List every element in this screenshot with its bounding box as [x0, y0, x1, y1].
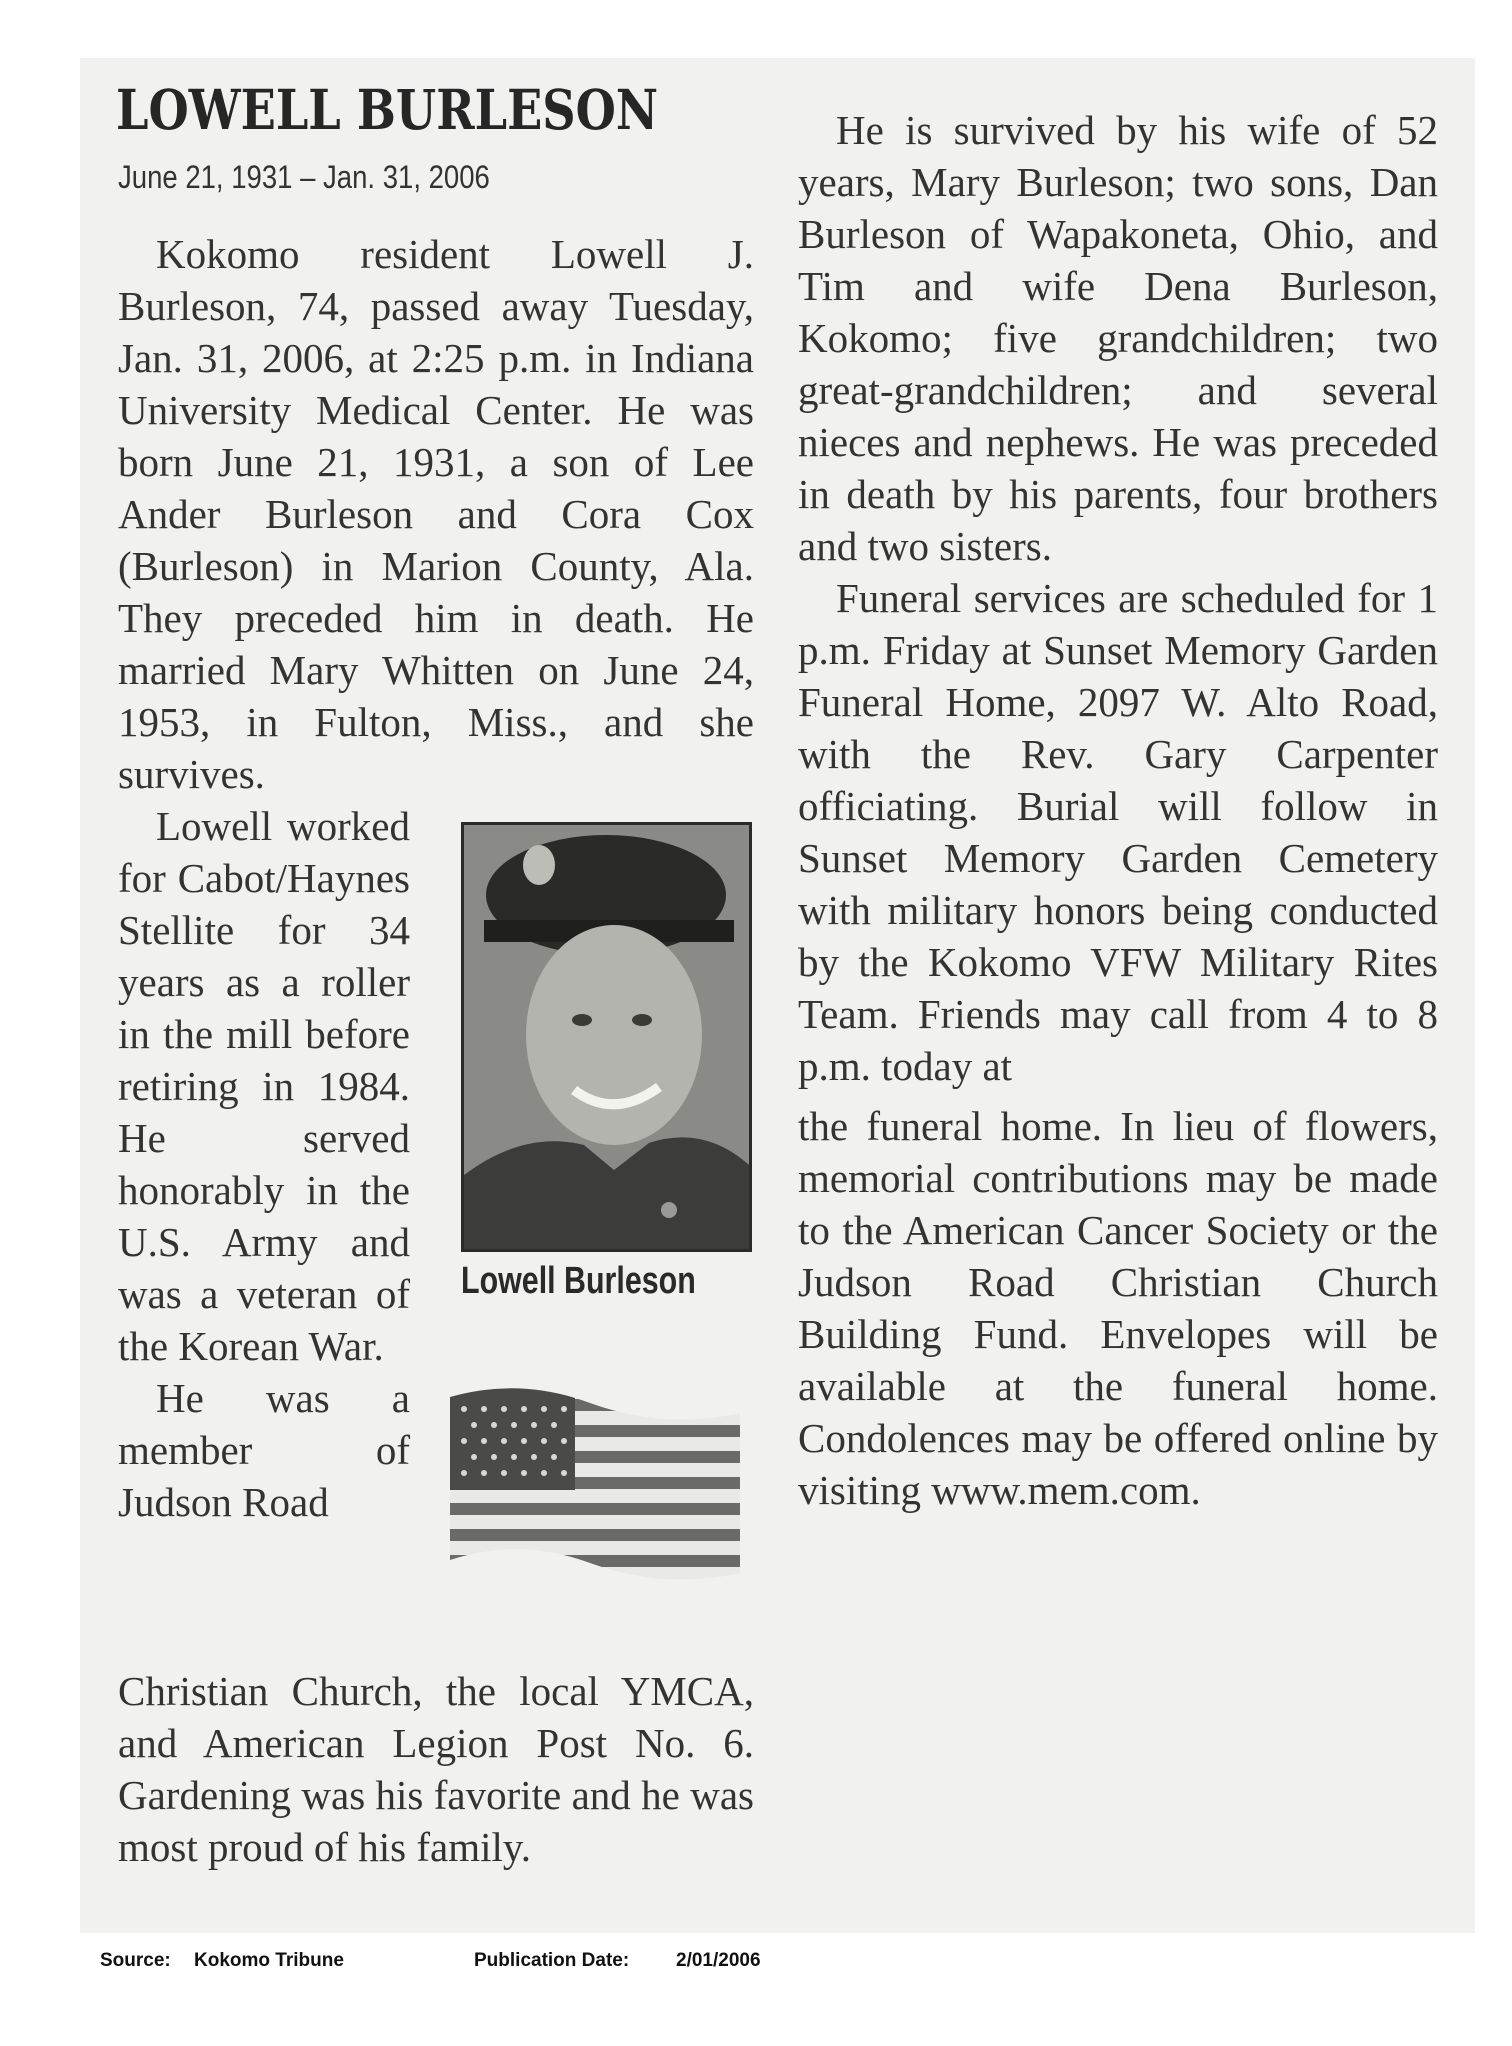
membership-paragraph-start: He was a member of Judson Road — [118, 1375, 410, 1525]
work-paragraph: Lowell worked for Cabot/Haynes Stellite for 34 years as a roller in the mill before retiring in 1984. He served honorably in the U.S. Army and was a veteran of the Korean War. — [118, 803, 410, 1369]
funeral-paragraph: Funeral services are scheduled for 1 p.m. Friday at Sunset Memory Garden Funeral Home, 2097 W. Alto Road, with the Rev. Gary Carpenter officiating. Burial will follow in Sunset Memory Garden Cemetery with military honors being conducted by the Kokomo VFW Military Rites Team. Friends may call from 4 to 8 p.m. today at — [798, 575, 1438, 1089]
right-column-bottom — [798, 1100, 1438, 1516]
left-column-bottom — [118, 1665, 754, 1873]
obituary-headline: LOWELL BURLESON — [116, 77, 659, 142]
right-column-top — [798, 104, 1438, 1092]
left-column-top — [118, 228, 754, 800]
american-flag-icon — [450, 1385, 740, 1585]
publication-date-value: 2/01/2006 — [676, 1950, 761, 1971]
portrait-illustration — [464, 825, 749, 1249]
publication-date-label: Publication Date: — [474, 1950, 630, 1971]
survivors-paragraph: He is survived by his wife of 52 years, Mary Burleson; two sons, Dan Burleson of Wapakoneta, Ohio, and Tim and wife Dena Burleson, Kokomo; five grandchildren; two great-grandchildren; and several nieces and nephews. He was preceded in death by his parents, four brothers and two sisters. — [798, 107, 1438, 569]
photo-caption: Lowell Burleson — [461, 1260, 696, 1302]
funeral-paragraph-continued: the funeral home. In lieu of flowers, memorial contributions may be made to the American Cancer Society or the Judson Road Christian Church Building Fund. Envelopes will be available at the funeral home. Condolences may be offered online by visiting www.mem.com. — [798, 1103, 1438, 1513]
source-value: Kokomo Tribune — [194, 1950, 344, 1971]
life-dates: June 21, 1931 – Jan. 31, 2006 — [118, 159, 490, 195]
intro-paragraph: Kokomo resident Lowell J. Burleson, 74, passed away Tuesday, Jan. 31, 2006, at 2:25 p.m. in Indiana University Medical Center. He was born June 21, 1931, a son of Lee Ander Burleson and Cora Cox (Burleson) in Marion County, Ala. They preceded him in death. He married Mary Whitten on June 24, 1953, in Fulton, Miss., and she survives. — [118, 231, 754, 797]
source-label: Source: — [100, 1950, 171, 1971]
left-column-narrow — [118, 800, 410, 1528]
membership-paragraph-end: Christian Church, the local YMCA, and American Legion Post No. 6. Gardening was his favorite and he was most proud of his family. — [118, 1668, 754, 1870]
portrait-photo — [461, 822, 752, 1252]
